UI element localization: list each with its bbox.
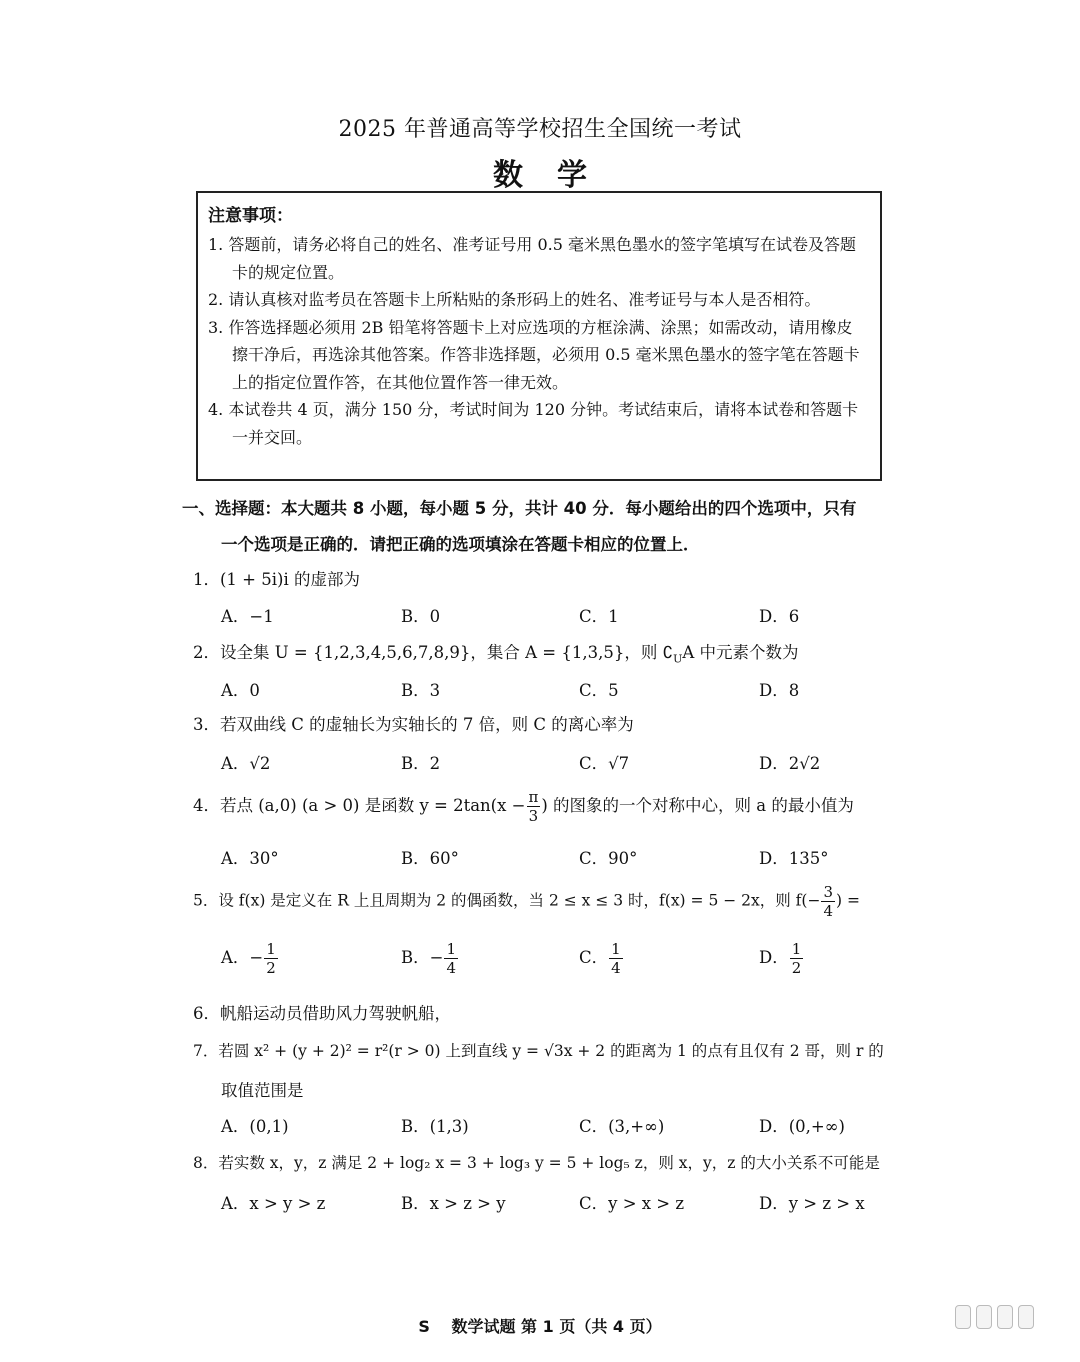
question-1-stem: 1．(1 + 5i)i 的虚部为 (193, 570, 360, 589)
q2-option-c: C．5 (579, 681, 619, 700)
q2-stem-end: A 中元素个数为 (682, 643, 799, 662)
q5-option-b-num: 1 (446, 940, 456, 958)
q4-option-a: A．30° (221, 849, 279, 868)
q8-option-d: D．y > z > x (759, 1194, 865, 1213)
q2-stem-text: 2．设全集 U = {1,2,3,4,5,6,7,8,9}，集合 A = {1,3,5}，则 ∁ (193, 643, 674, 662)
q7-option-a: A．(0,1) (221, 1117, 289, 1136)
q7-option-d: D．(0,+∞) (759, 1117, 845, 1136)
q5-option-d-num: 1 (791, 940, 802, 958)
q5-option-c (579, 940, 624, 977)
q4-option-d: D．135° (759, 849, 829, 868)
question-7-stem-line2: 取值范围是 (221, 1081, 304, 1100)
q5-option-a-den: 2 (266, 959, 276, 977)
q5-option-c-frac (609, 940, 623, 977)
question-6-stem: 6．帆船运动员借助风力驾驶帆船， (193, 1004, 451, 1023)
q1-option-c: C．1 (579, 607, 619, 626)
q5-option-d-frac (790, 940, 804, 977)
q1-option-a: A．−1 (221, 607, 274, 626)
question-7-stem: 7．若圆 x² + (y + 2)² = r²(r > 0) 上到直线 y = √3x + 2 的距离为 1 的点有且仅有 2 哥，则 r 的 (193, 1042, 884, 1060)
q8-option-c: C．y > x > z (579, 1194, 685, 1213)
q2-option-a: A．0 (221, 681, 260, 700)
subject-title: 数学 (493, 158, 621, 193)
watermark-logo (950, 1305, 1058, 1337)
q4-frac-num: π (528, 788, 539, 806)
q5-option-c-num: 1 (611, 940, 621, 958)
question-3-stem: 3．若双曲线 C 的虚轴长为实轴长的 7 倍，则 C 的离心率为 (193, 715, 634, 734)
q7-option-c: C．(3,+∞) (579, 1117, 665, 1136)
q5-option-d (759, 940, 804, 977)
q8-option-b: B．x > z > y (401, 1194, 506, 1213)
notice-item-1: 1. 答题前，请务必将自己的姓名、准考证号用 0.5 毫米黑色墨水的签字笔填写在试卷及答题卡的规定位置。 (208, 235, 856, 282)
q5-option-b (401, 940, 459, 977)
notice-box (196, 191, 882, 481)
q5-option-b-label: B．− (401, 948, 444, 967)
q5-option-b-frac (444, 940, 458, 977)
q4-stem-b: ) 的图象的一个对称中心，则 a 的最小值为 (541, 796, 854, 815)
q5-option-b-den: 4 (446, 959, 456, 977)
question-8-stem: 8．若实数 x，y，z 满足 2 + log₂ x = 3 + log₃ y = 5 + log₅ z，则 x，y，z 的大小关系不可能是 (193, 1154, 880, 1172)
q8-option-a: A．x > y > z (221, 1194, 326, 1213)
q2-stem-sub: U (673, 652, 683, 666)
q1-option-d: D．6 (759, 607, 800, 626)
q2-option-d: D．8 (759, 681, 800, 700)
page-footer: S 数学试题 第 1 页（共 4 页） (418, 1317, 662, 1336)
exam-title: 2025 年普通高等学校招生全国统一考试 (338, 117, 742, 142)
question-4-stem (193, 788, 913, 825)
q5-frac-num: 3 (823, 883, 833, 901)
q5-option-a-frac (264, 940, 278, 977)
q5-stem-a: 5．设 f(x) 是定义在 R 上且周期为 2 的偶函数，当 2 ≤ x ≤ 3 时，f(x) = 5 − 2x，则 f(− (193, 891, 821, 910)
q3-option-a: A．√2 (221, 754, 271, 773)
q5-option-a-num: 1 (266, 940, 276, 958)
q5-fraction (821, 883, 835, 920)
q2-option-b: B．3 (401, 681, 441, 700)
q4-option-c: C．90° (579, 849, 638, 868)
notice-item-3: 3. 作答选择题必须用 2B 铅笔将答题卡上对应选项的方框涂满、涂黑；如需改动，请用橡皮擦干净后，再选涂其他答案。作答非选择题，必须用 0.5 毫米黑色墨水的签字笔在答题卡上的指定位置作答，在其他位置作答一律无效。 (208, 317, 860, 392)
q5-option-c-label: C． (579, 948, 609, 967)
q5-option-a (221, 940, 279, 977)
q4-option-b: B．60° (401, 849, 459, 868)
q4-stem-a: 4．若点 (a,0) (a > 0) 是函数 y = 2tan(x − (193, 796, 526, 815)
section-heading-line1: 一、选择题：本大题共 8 小题，每小题 5 分，共计 40 分．每小题给出的四个选项中，只有 (182, 499, 857, 518)
notice-item-2: 2. 请认真核对监考员在答题卡上所粘贴的条形码上的姓名、准考证号与本人是否相符。 (208, 290, 821, 309)
q4-frac-den: 3 (528, 807, 539, 825)
q4-fraction (527, 788, 541, 825)
q3-option-c: C．√7 (579, 754, 630, 773)
q5-option-a-label: A．− (221, 948, 264, 967)
q3-option-d: D．2√2 (759, 754, 821, 773)
q5-stem-b: ) = (836, 891, 860, 910)
q7-option-b: B．(1,3) (401, 1117, 469, 1136)
q5-option-d-label: D． (759, 948, 789, 967)
q5-option-c-den: 4 (611, 959, 621, 977)
question-2-stem (193, 639, 913, 665)
notice-heading: 注意事项： (208, 206, 293, 226)
q5-frac-den: 4 (823, 902, 833, 920)
q3-option-b: B．2 (401, 754, 441, 773)
question-5-stem (193, 883, 913, 920)
q5-option-d-den: 2 (791, 959, 802, 977)
q1-option-b: B．0 (401, 607, 441, 626)
section-heading-line2: 一个选项是正确的．请把正确的选项填涂在答题卡相应的位置上． (221, 535, 700, 554)
notice-item-4: 4. 本试卷共 4 页，满分 150 分，考试时间为 120 分钟。考试结束后，请将本试卷和答题卡一并交回。 (208, 400, 859, 447)
